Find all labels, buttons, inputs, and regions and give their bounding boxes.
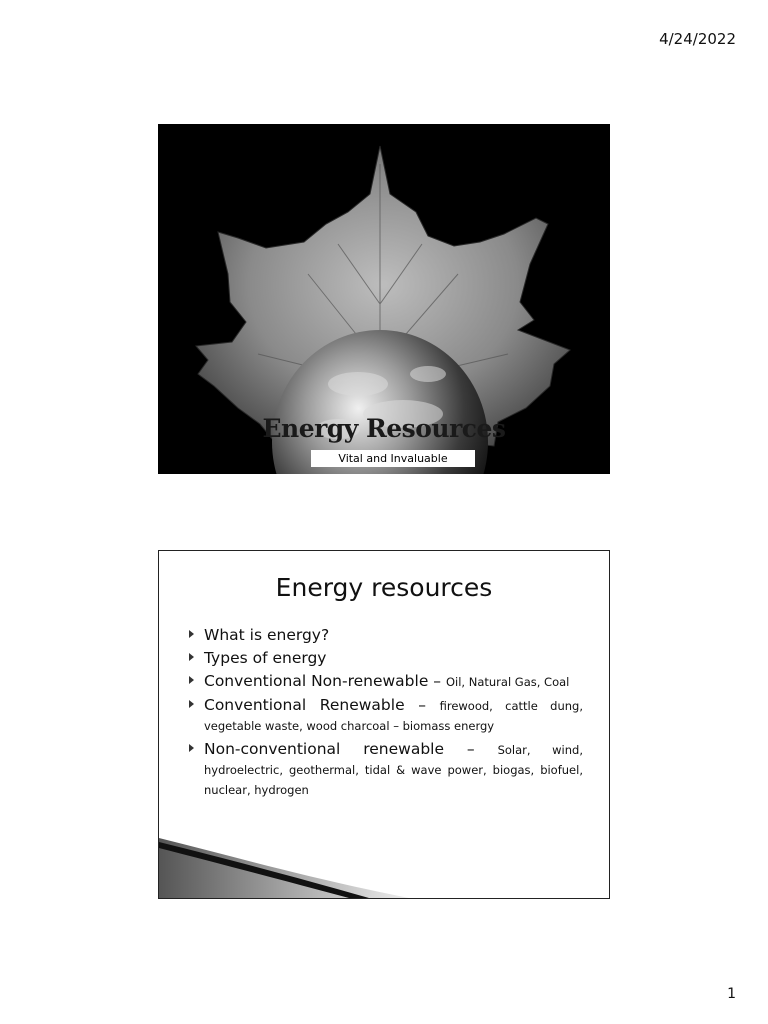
bullet-main-text: What is energy?	[204, 626, 330, 644]
list-item	[189, 739, 583, 799]
decorative-swoosh	[159, 838, 609, 898]
bullet-arrow-icon	[189, 676, 194, 684]
bullet-main-text: Types of energy	[204, 649, 327, 667]
bullet-arrow-icon	[189, 653, 194, 661]
slide1-title: Energy Resources	[262, 414, 506, 443]
bullet-main-text: Conventional Renewable –	[204, 696, 440, 714]
page-date: 4/24/2022	[659, 30, 736, 48]
slide1-subtitle: Vital and Invaluable	[311, 450, 475, 467]
list-item	[189, 625, 583, 644]
bullet-arrow-icon	[189, 630, 194, 638]
bullet-detail-text: firewood, cattle dung, vegetable waste, wood charcoal – biomass energy	[204, 699, 584, 733]
bullet-list	[189, 625, 583, 803]
list-item	[189, 671, 583, 691]
bullet-main-text: Conventional Non-renewable –	[204, 672, 446, 690]
bullet-detail-text: Solar, wind, hydroelectric, geothermal, tidal & wave power, biogas, biofuel, nuclear, hydrogen	[204, 743, 583, 797]
list-item	[189, 695, 583, 735]
content-slide	[158, 550, 610, 899]
list-item	[189, 648, 583, 667]
page-number: 1	[727, 986, 736, 1002]
bullet-arrow-icon	[189, 700, 194, 708]
title-slide	[158, 124, 610, 474]
bullet-main-text: Non-conventional renewable –	[204, 740, 498, 758]
bullet-detail-text: Oil, Natural Gas, Coal	[445, 675, 570, 689]
slide2-title: Energy resources	[275, 573, 493, 602]
bullet-arrow-icon	[189, 744, 194, 752]
